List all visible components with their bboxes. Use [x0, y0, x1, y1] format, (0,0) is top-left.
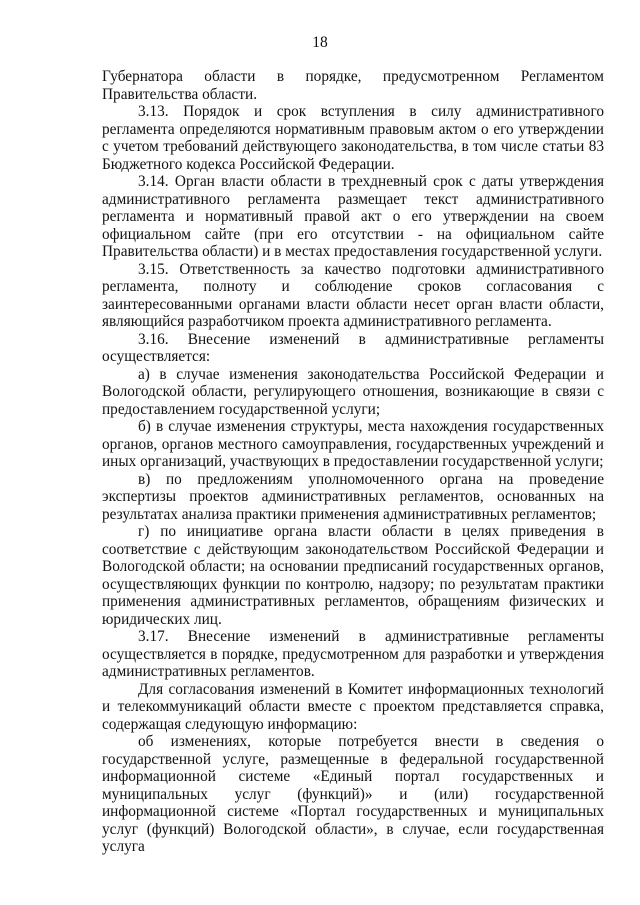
paragraph-3-16-b: б) в случае изменения структуры, места нахождения государственных органов, органов местного самоуправления, государственных учреждений и иных организаций, участвующих в предоставлении государственной услуги; [102, 418, 604, 470]
document-body [102, 68, 604, 856]
paragraph-3-14: 3.14. Орган власти области в трехдневный срок с даты утверждения административного регламента размещает текст административного регламента и нормативный правой акт о его утверждении на своем официальном сайте (при его отсутствии - на официальном сайте Правительства области) и в местах предоставления государственной услуги. [102, 173, 604, 260]
paragraph-3-13: 3.13. Порядок и срок вступления в силу административного регламента определяются нормативным правовым актом о его утверждении с учетом требований действующего законодательства, в том числе статьи 83 Бюджетного кодекса Российской Федерации. [102, 103, 604, 173]
page-number: 18 [312, 34, 328, 51]
paragraph-3-15: 3.15. Ответственность за качество подготовки административного регламента, полноту и соблюдение сроков согласования с заинтересованными органами власти области несет орган власти области, являющийся разработчиком проекта административного регламента. [102, 260, 604, 330]
paragraph-governor-regulation: Губернатора области в порядке, предусмотренном Регламентом Правительства области. [102, 68, 604, 103]
paragraph-3-16-v: в) по предложениям уполномоченного органа на проведение экспертизы проектов административных регламентов, основанных на результатах анализа практики применения административных регламентов; [102, 470, 604, 523]
paragraph-3-16-g: г) по инициативе органа власти области в целях приведения в соответствие с действующим законодательством Российской Федерации и Вологодской области; на основании предписаний государственных органов, осуществляющих функции по контролю, надзору; по результатам практики применения административных регламентов, обращениям физических и юридических лиц. [102, 523, 604, 628]
paragraph-changes-info: об изменениях, которые потребуется внести в сведения о государственной услуге, размещенные в федеральной государственной информационной системе «Единый портал государственных и муниципальных услуг (функций)» и (или) государственной информационной системе «Портал государственных и муниципальных услуг (функций) Вологодской области», в случае, если государственная услуга [102, 733, 604, 855]
paragraph-3-17: 3.17. Внесение изменений в административные регламенты осуществляется в порядке, предусмотренном для разработки и утверждения административных регламентов. [102, 628, 604, 680]
paragraph-3-16: 3.16. Внесение изменений в административные регламенты осуществляется: [102, 330, 604, 365]
paragraph-3-16-a: а) в случае изменения законодательства Российской Федерации и Вологодской области, регулирующего отношения, возникающие в связи с предоставлением государственной услуги; [102, 365, 604, 418]
paragraph-approval-note: Для согласования изменений в Комитет информационных технологий и телекоммуникаций области вместе с проектом представляется справка, содержащая следующую информацию: [102, 680, 604, 733]
